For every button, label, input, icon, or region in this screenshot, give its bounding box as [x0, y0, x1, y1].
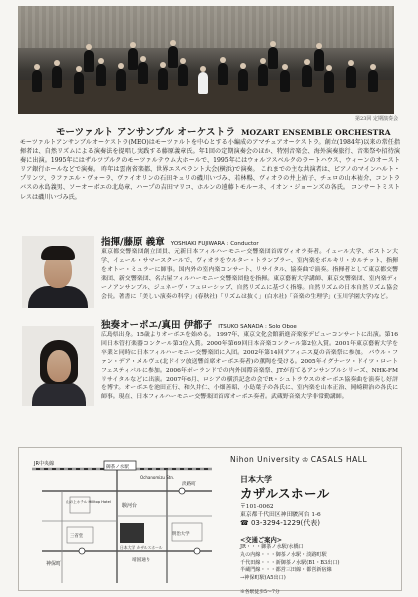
access-title: <交通ご案内> [240, 537, 283, 544]
hall-university: 日本大学 [240, 474, 272, 484]
photo-caption: 第23回 定期演奏会 [355, 116, 398, 122]
map-label-chuo: JR中央線 [34, 461, 54, 467]
hall-name-en [230, 455, 367, 464]
ensemble-title-en: MOZART ENSEMBLE ORCHESTRA [241, 128, 391, 137]
hall-en-univ: Nihon University [230, 455, 301, 464]
ensemble-title [56, 124, 391, 138]
access-line: 千代田線・・・新御茶ノ水駅(B1・B3出口) [240, 559, 340, 566]
access-list [240, 544, 339, 583]
hall-tel: ☎ 03-3294-1229(代表) [240, 519, 320, 528]
conductor-name-line [101, 234, 259, 248]
map-label-jimbocho: 神保町 [46, 561, 62, 567]
access-map [22, 451, 220, 587]
access-line: JR・・・御茶ノ水駅/水橋口 [240, 544, 304, 550]
map-label-yasukuni: 靖国通り [132, 558, 151, 563]
access-line: 半蔵門線・・・都営三田線・都営新宿線 [240, 567, 332, 574]
conductor-bio: 東京都交響楽団創立団員、元新日本フィルハーモニー交響楽団首席ヴィオラ奏者。イェール大学、ボストン大学、イェール・サマースクールで、ヴィオラをウルター・トランプラー、室内楽をボルキリ・カルテット、指揮をオトー・ミュラーに師事。国内外の室内楽コンサート、リサイタル、協奏曲で演奏。指揮者として東京都交響楽団、新交響楽団、名古屋フィルハーモニー交響楽団他を指揮。東京藝術大学講師、東京交響楽団、室内楽ディーノアンサンブル、ジュネーヴ・フェローシップ、自然リズムに基づく指導。自然リズムの日本自然リズム協会会長。著書に「美しい演奏の科学」(春秋社)「リズムは抜く」(白水社)「音楽の生理学」(玉川学園大学)など。 [101, 249, 398, 300]
hall-address-block [240, 503, 321, 528]
conductor-portrait [22, 236, 94, 308]
hall-en-name: CASALS HALL [310, 455, 368, 464]
map-label-hall: 日本大学 カザルスホール [120, 545, 163, 550]
map-label-ochanomizu: 御茶ノ水駅 [106, 465, 129, 470]
map-label-sanseido: 三省堂 [70, 534, 84, 539]
crown-icon: ♔ [302, 456, 309, 464]
access-note: ※各駅徒歩5～7分 [240, 590, 280, 595]
access-line: →神保町駅(A5出口) [240, 575, 286, 582]
ensemble-title-jp: モーツァルト アンサンブル オーケストラ [56, 127, 236, 138]
hall-name: カザルスホール [240, 486, 330, 501]
hall-address: 東京都千代田区神田駿河台 1-6 [240, 512, 321, 519]
map-label-ochanomizu-en: Ochanomizu Stn. [140, 475, 175, 480]
map-label-meiji: 明治大学 [172, 532, 190, 537]
orchestra-photo [18, 6, 394, 114]
oboist-portrait [22, 326, 94, 406]
oboist-bio: 広島県出身。15歳よりオーボエを始める。 1997年、東京文化会館新進音楽家デビューコンサートに出演。第16回日本管打楽器コンクール第3位入賞。2000年第69回日本音楽コンクール第2位入賞。2001年東京藝術大学を卒業と同時に日本フィルハーモニー交響楽団に入団。2002年第14回アフィニス夏の音楽祭に参加。 パウル・ファン・デア・メルヴェ(北ドイツ放送響首席オーボエ奏者)の薫陶を受ける。2005年イグナーツ・ドイツ・ロートフェスティバルに参加。2006年ポーランドでの内外国際音楽祭、JTが育てるアンサンブルシリーズ、NHK-FM リサイタルなどに出演。2007年6月、ロシアの横浜記念の会でR・シュトラウスのオーボエ協奏曲を演奏し好評を博す。オーボエを池田正行、和久井仁、小畑善昭、小島葉子の各氏に、室内楽を山本正治、岡崎耕治の各氏に師事。現在、日本フィルハーモニー交響楽団首席オーボエ奏者。武蔵野音楽大学非常勤講師。 [101, 332, 398, 401]
ensemble-description: モーツァルトアンサンブルオーケストラ(MEO)はモーツァルトを中心とする小編成のアマチュアオーケストラ。創立(1984年)以来の常任指揮者は、自然リズムによる演奏法を提唱し実践する藤原義章氏。年1回の定期演奏会のほか、特別音楽会、海外演奏旅行、音楽祭や招待演奏に出演。1995年にはザルツブルクのモーツァルテウム大ホールで、1995年にはウォルフスベルクのラートハウス、ウィーンのオーストリア銀行ホールなどで演奏。 昨年は雲南省楽都、世界エスペラント大会(横浜)で演奏。 これまでの主な共演者は、ピアノのマインハルト・プリンツ、ラファエル・ヴォーラ、ヴァイオリンの石田キュリの磯川いづみ、若林暢、ヴィオラの井上祐子、チェロの山本祐介、コントラバスの永島義男、ソーオーボエの北島章、ハープの吉田マリコ、ホルンの遠藤トモルーネ、イオン・ジョーンズの各氏。 コンサートミストレスは磯川いづみ氏。 [20, 139, 400, 201]
map-label-awajicho: 淡路町 [182, 482, 196, 487]
access-line: 丸の内線・・・御茶ノ水駅・淡路町駅 [240, 551, 327, 558]
map-label-hilltop: 山の上ホテル Hilltop Hotel [66, 500, 111, 504]
conductor-romaji: YOSHIAKI FUJIWARA : Conductor [170, 241, 259, 247]
oboist-name: 独奏オーボエ/真田 伊都子 [101, 320, 213, 331]
map-hall-marker [120, 523, 144, 543]
conductor-name: 指揮/藤原 義章 [101, 237, 165, 248]
oboist-name-line [101, 317, 297, 331]
oboist-romaji: ITSUKO SANADA : Solo Oboe [218, 324, 297, 330]
map-label-surugadai: 駿河台 [122, 503, 138, 509]
hall-postal: 〒101-0062 [240, 504, 274, 510]
